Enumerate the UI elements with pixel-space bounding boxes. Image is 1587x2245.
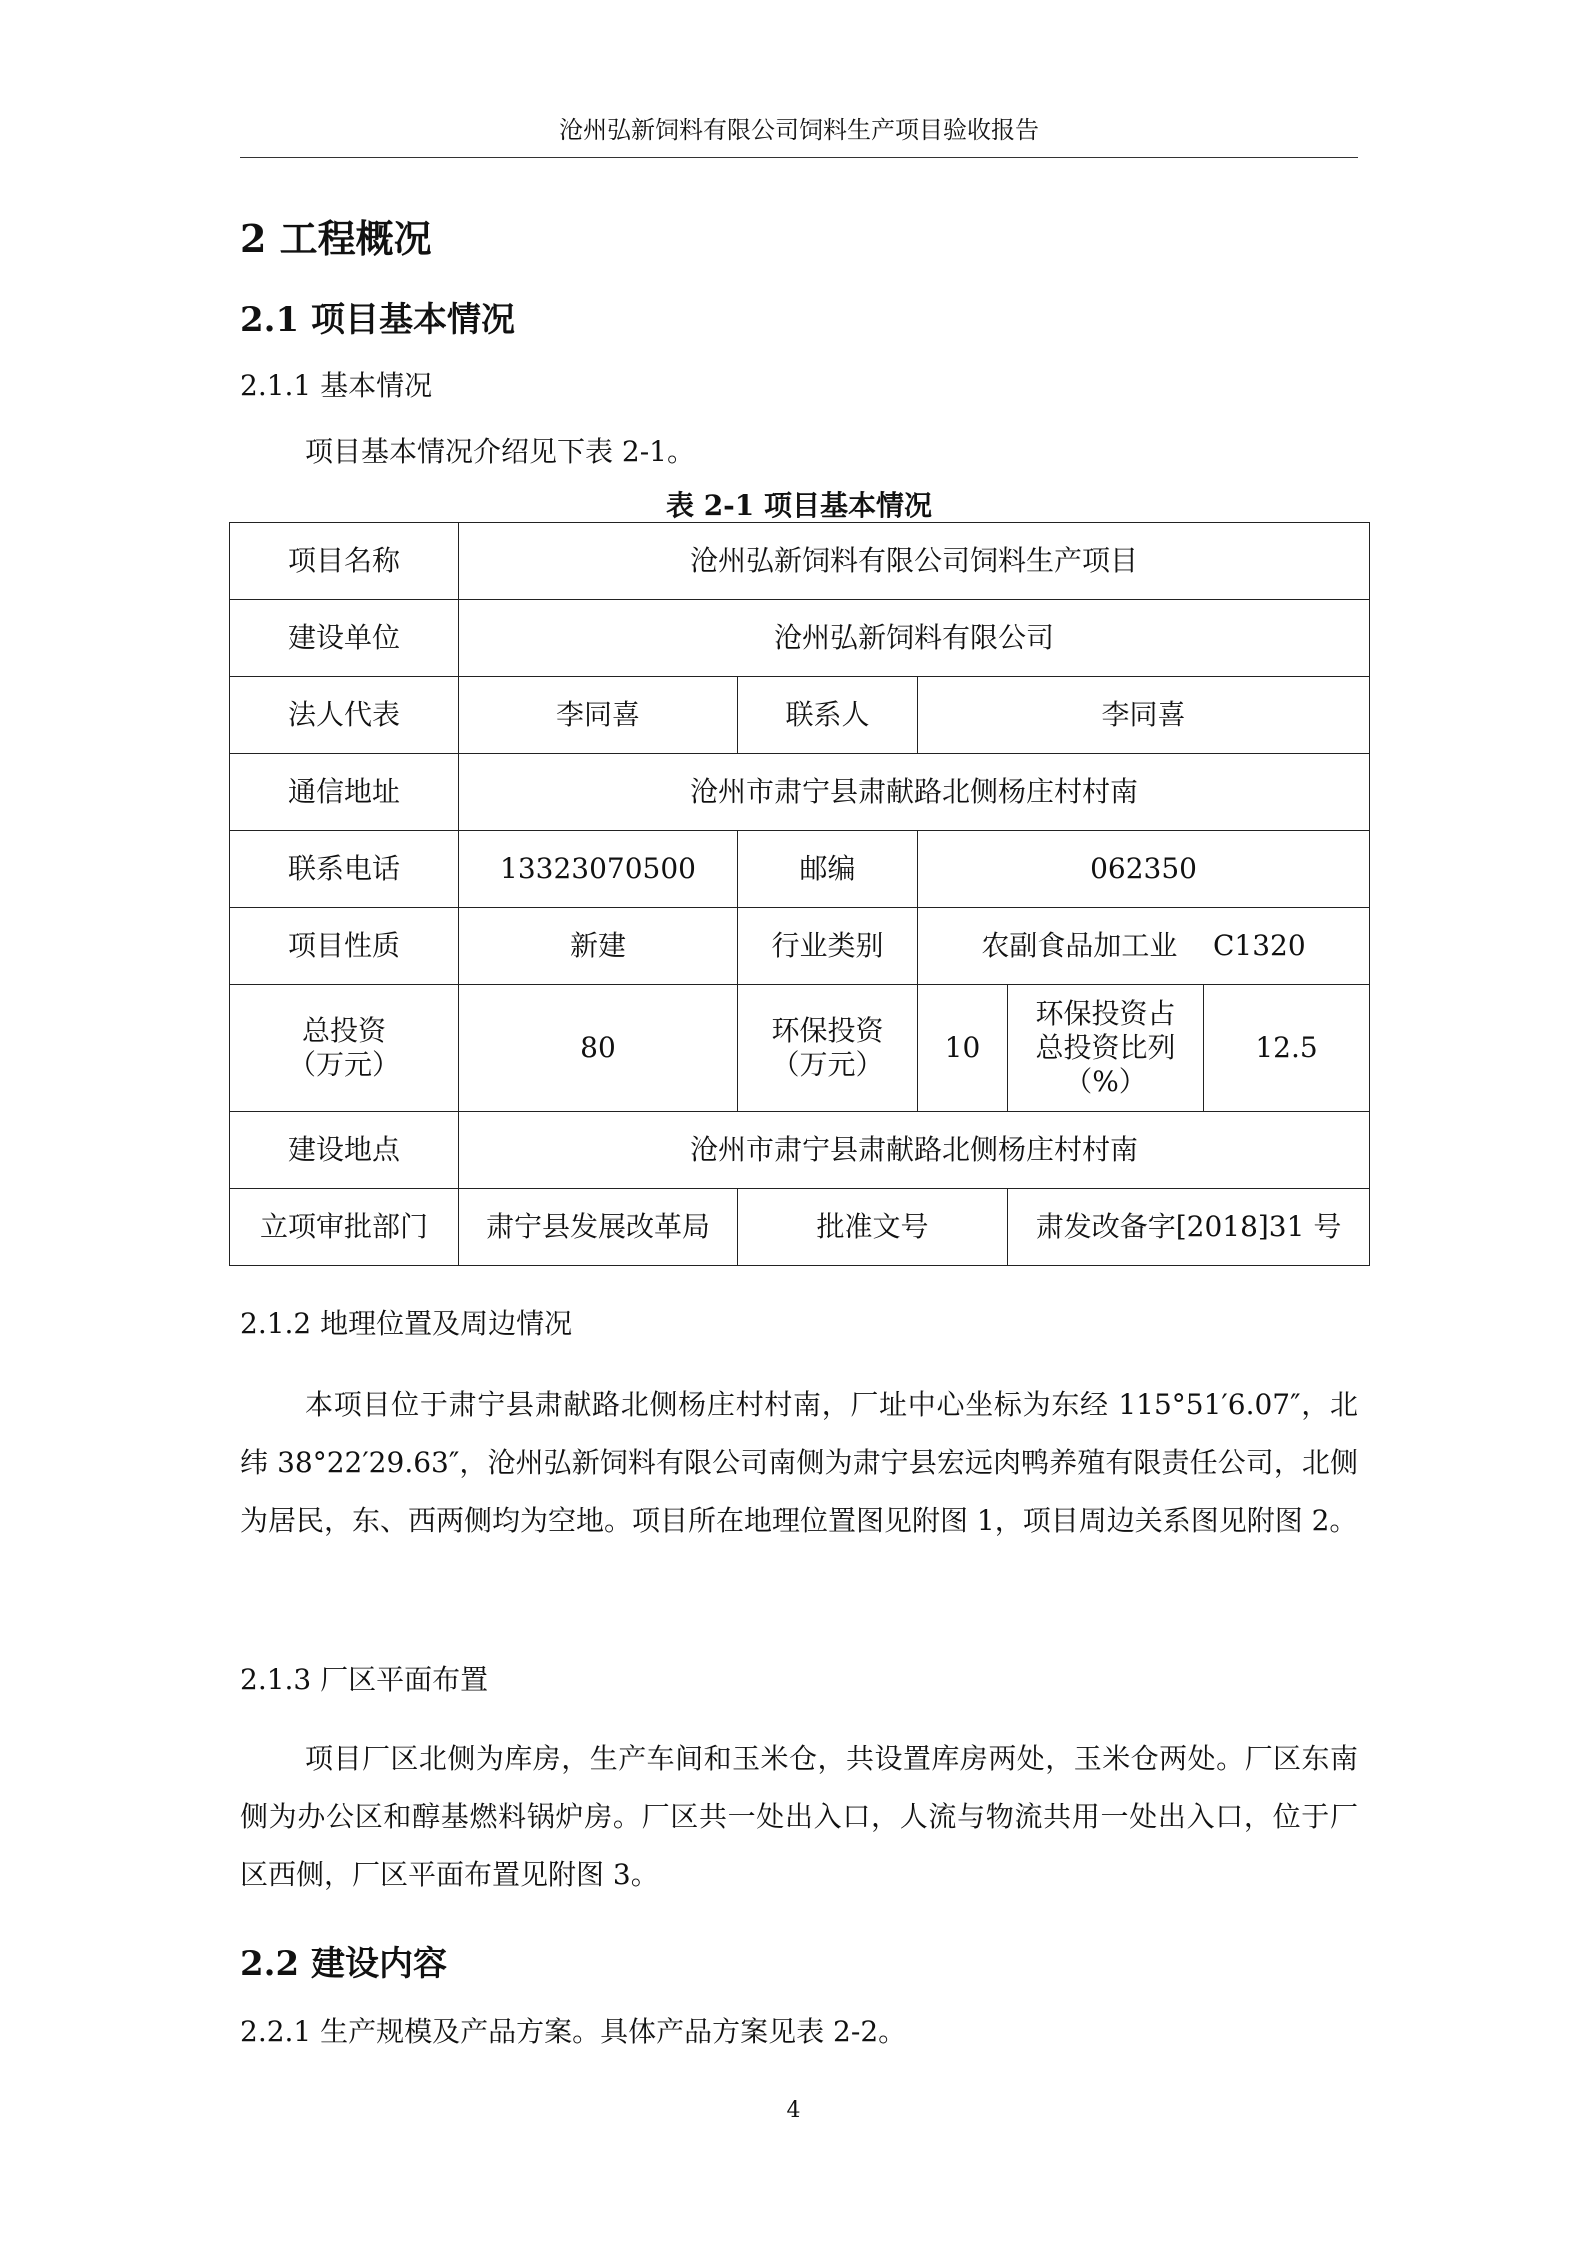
- total-invest-label: [230, 985, 459, 1112]
- total-invest-label-line1: 总投资: [301, 1014, 386, 1047]
- project-name-value: 沧州弘新饲料有限公司饲料生产项目: [459, 523, 1370, 600]
- approval-dept-label: 立项审批部门: [230, 1189, 459, 1266]
- table-row: [230, 677, 1370, 754]
- table-row: [230, 831, 1370, 908]
- address-label: 通信地址: [230, 754, 459, 831]
- approval-no-label: 批准文号: [738, 1189, 1008, 1266]
- industry-value: 农副食品加工业 C1320: [918, 908, 1370, 985]
- section-2-1-3-heading: 2.1.3 厂区平面布置: [240, 1663, 489, 1696]
- table-intro-text: 项目基本情况介绍见下表 2-1。: [305, 435, 695, 468]
- env-ratio-label-line3: （%）: [1064, 1065, 1147, 1098]
- project-info-table: [229, 522, 1370, 1266]
- phone-label: 联系电话: [230, 831, 459, 908]
- approval-no-value: 肃发改备字[2018]31 号: [1008, 1189, 1370, 1266]
- site-label: 建设地点: [230, 1112, 459, 1189]
- page-header: 沧州弘新饲料有限公司饲料生产项目验收报告: [240, 110, 1358, 158]
- nature-value: 新建: [459, 908, 738, 985]
- section-2-1-2-heading: 2.1.2 地理位置及周边情况: [240, 1307, 573, 1340]
- layout-paragraph: 项目厂区北侧为库房，生产车间和玉米仓，共设置库房两处，玉米仓两处。厂区东南侧为办公区和醇基燃料锅炉房。厂区共一处出入口，人流与物流共用一处出入口，位于厂区西侧，厂区平面布置见附图 3。: [240, 1742, 1358, 1891]
- table-row: [230, 523, 1370, 600]
- env-invest-label-line1: 环保投资: [771, 1014, 884, 1047]
- total-invest-value: 80: [459, 985, 738, 1112]
- site-value: 沧州市肃宁县肃献路北侧杨庄村村南: [459, 1112, 1370, 1189]
- section-2-2-1-heading: 2.2.1 生产规模及产品方案。具体产品方案见表 2-2。: [240, 2015, 907, 2048]
- nature-label: 项目性质: [230, 908, 459, 985]
- table-row: [230, 1112, 1370, 1189]
- project-name-label: 项目名称: [230, 523, 459, 600]
- table-caption: 表 2-1 项目基本情况: [665, 489, 933, 522]
- total-invest-label-line2: （万元）: [287, 1048, 400, 1081]
- address-value: 沧州市肃宁县肃献路北侧杨庄村村南: [459, 754, 1370, 831]
- section-2-2-heading: 2.2 建设内容: [240, 1944, 447, 1984]
- env-ratio-value: 12.5: [1204, 985, 1370, 1112]
- phone-value: 13323070500: [459, 831, 738, 908]
- table-row: [230, 600, 1370, 677]
- table-row: [230, 985, 1370, 1112]
- legal-rep-label: 法人代表: [230, 677, 459, 754]
- legal-rep-value: 李同喜: [459, 677, 738, 754]
- env-ratio-label-line1: 环保投资占: [1035, 997, 1176, 1030]
- env-invest-label-line2: （万元）: [771, 1048, 884, 1081]
- location-paragraph: 本项目位于肃宁县肃献路北侧杨庄村村南，厂址中心坐标为东经 115°51′6.07″，北纬 38°22′29.63″，沧州弘新饲料有限公司南侧为肃宁县宏远肉鸭养殖有限责任公司，北侧为居民，东、西两侧均为空地。项目所在地理位置图见附图 1，项目周边关系图见附图 2。: [240, 1388, 1358, 1537]
- contact-label: 联系人: [738, 677, 918, 754]
- page-number: 4: [786, 2098, 801, 2123]
- env-ratio-label: [1008, 985, 1204, 1112]
- table-row: [230, 908, 1370, 985]
- section-2-1-1-heading: 2.1.1 基本情况: [240, 369, 433, 402]
- section-2-1-heading: 2.1 项目基本情况: [240, 300, 515, 340]
- builder-label: 建设单位: [230, 600, 459, 677]
- approval-dept-value: 肃宁县发展改革局: [459, 1189, 738, 1266]
- env-ratio-label-line2: 总投资比列: [1035, 1031, 1176, 1064]
- env-invest-label: [738, 985, 918, 1112]
- contact-value: 李同喜: [918, 677, 1370, 754]
- postcode-label: 邮编: [738, 831, 918, 908]
- table-row: [230, 1189, 1370, 1266]
- builder-value: 沧州弘新饲料有限公司: [459, 600, 1370, 677]
- section-2-heading: 2 工程概况: [240, 216, 432, 261]
- postcode-value: 062350: [918, 831, 1370, 908]
- env-invest-value: 10: [918, 985, 1008, 1112]
- industry-label: 行业类别: [738, 908, 918, 985]
- table-row: [230, 754, 1370, 831]
